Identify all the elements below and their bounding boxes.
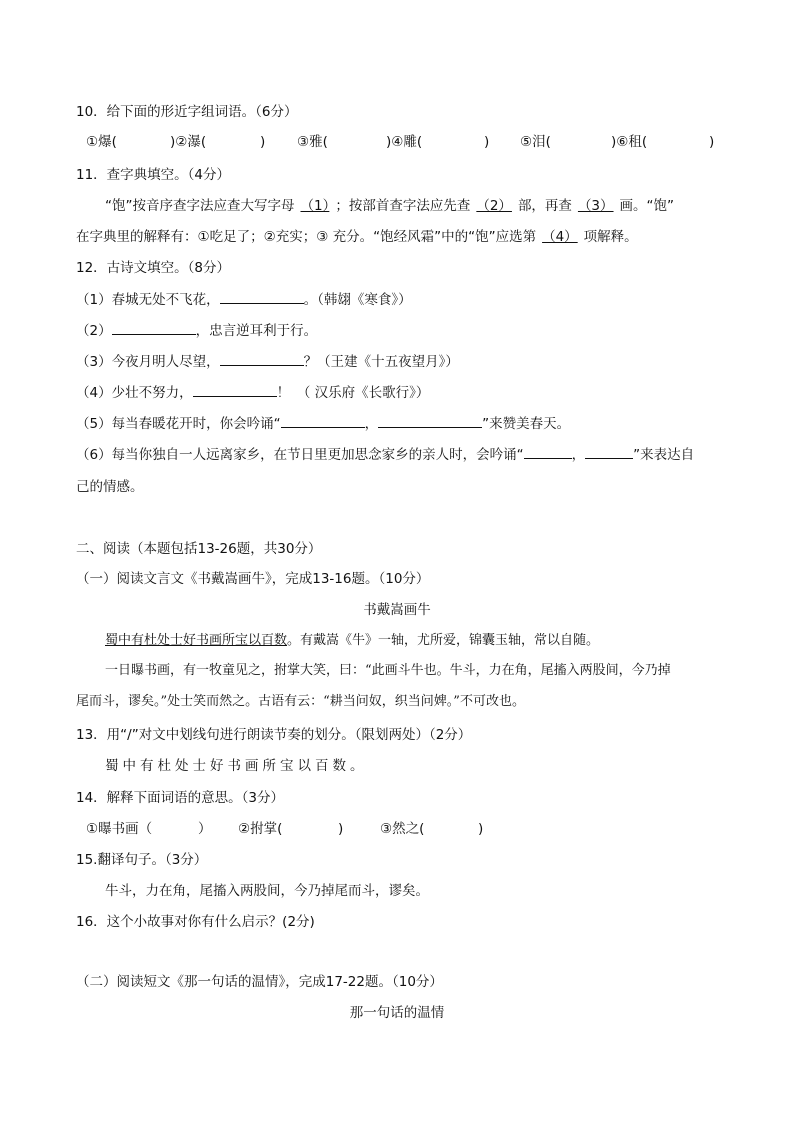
q12-text: （2） <box>76 323 112 339</box>
q12-text: 。（韩翃《寒食》） <box>303 292 412 308</box>
q15-sentence: 牛斗，力在角，尾搐入两股间，今乃掉尾而斗，谬矣。 <box>105 883 429 899</box>
answer-blank[interactable] <box>585 445 633 459</box>
q11-text: “饱”按音序查字法应查大写字母 <box>105 198 295 214</box>
q12-text: ， <box>364 416 379 432</box>
answer-blank[interactable] <box>220 352 304 366</box>
q12-line2 <box>76 321 317 340</box>
part2-title: （二）阅读短文《那一句话的温情》，完成17-22题。（10分） <box>76 974 443 990</box>
answer-blank[interactable] <box>112 321 196 335</box>
q12-text: ”来表达自 <box>633 447 695 463</box>
q14-item: ） <box>198 821 212 837</box>
underlined-sentence: 蜀中有杜处士好书画所宝以百数 <box>105 633 288 648</box>
q11-line2 <box>76 228 638 246</box>
q10-item: )⑥租( <box>611 134 648 150</box>
passage-title: 书戴嵩画牛 <box>363 602 431 618</box>
q11-line1 <box>105 197 674 215</box>
q10-item: ) <box>260 134 266 150</box>
q15-title: 15.翻译句子。（3分） <box>76 852 208 868</box>
part2-passage-title: 那一句话的温情 <box>349 1005 445 1021</box>
answer-blank[interactable] <box>220 290 304 304</box>
section-title: 二、阅读（本题包括13-26题，共30分） <box>76 541 322 557</box>
passage-paragraph-2-cont: 尾而斗，谬矣。”处士笑而然之。古语有云：“耕当问奴，织当问婢。”不可改也。 <box>76 694 525 709</box>
q11-blank-3[interactable]: （3） <box>577 198 614 214</box>
q12-text: （1）春城无处不飞花， <box>76 292 220 308</box>
q12-text: （6）每当你独自一人远离家乡，在节日里更加思念家乡的亲人时，会吟诵“ <box>76 447 524 463</box>
q10-item: ①爆( <box>86 134 117 150</box>
q11-title: 11．查字典填空。（4分） <box>76 167 231 183</box>
q12-line1 <box>76 290 412 309</box>
q14-item: ) <box>338 821 344 837</box>
q12-title: 12．古诗文填空。（8分） <box>76 260 231 276</box>
q11-text: 在字典里的解释有：①吃足了；②充实；③ 充分。“饱经风霜”中的“饱”应选第 <box>76 229 537 245</box>
answer-blank[interactable] <box>378 414 482 428</box>
q11-blank-1[interactable]: （1） <box>300 198 330 214</box>
passage-paragraph-2: 一日曝书画，有一牧童见之，拊掌大笑，曰：“此画斗牛也。牛斗，力在角，尾搐入两股间，今乃掉 <box>105 663 671 678</box>
q12-line7: 己的情感。 <box>76 479 144 495</box>
q11-blank-2[interactable]: （2） <box>476 198 512 214</box>
q14-item: ③然之( <box>380 821 425 837</box>
q12-text: ”来赞美春天。 <box>482 416 571 432</box>
q12-text: （5）每当春暖花开时，你会吟诵“ <box>76 416 281 432</box>
q12-text: ，忠言逆耳利于行。 <box>195 323 318 339</box>
q10-item: ) <box>484 134 490 150</box>
q11-blank-4[interactable]: （4） <box>542 229 578 245</box>
q12-line5 <box>76 414 570 433</box>
q14-title: 14．解释下面词语的意思。（3分） <box>76 790 285 806</box>
q12-text: （3）今夜月明人尽望， <box>76 354 220 370</box>
q12-line4 <box>76 383 429 402</box>
q12-text: ， <box>571 447 586 463</box>
q10-item: ⑤泪( <box>520 134 551 150</box>
q16-title: 16．这个小故事对你有什么启示？(2分) <box>76 914 315 930</box>
answer-blank[interactable] <box>524 445 572 459</box>
q12-text: （4）少壮不努力， <box>76 385 193 401</box>
q10-item: ③雅( <box>297 134 328 150</box>
q11-text: ；按部首查字法应先查 <box>335 198 471 214</box>
q12-text: ！ （ 汉乐府《长歌行》） <box>276 385 430 401</box>
passage-text: 。有戴嵩《牛》一轴，尤所爱，锦囊玉轴，常以自随。 <box>287 633 600 648</box>
q10-item: )②瀑( <box>170 134 207 150</box>
q11-text: 部，再查 <box>517 198 572 214</box>
q10-item: ) <box>709 134 715 150</box>
answer-blank[interactable] <box>281 414 365 428</box>
q10-title: 10．给下面的形近字组词语。（6分） <box>76 104 298 120</box>
q13-title: 13．用“/”对文中划线句进行朗读节奏的划分。（限划两处）（2分） <box>76 727 472 743</box>
q14-item: ②拊掌( <box>238 821 283 837</box>
part1-title: （一）阅读文言文《书戴嵩画牛》，完成13-16题。（10分） <box>76 571 430 587</box>
q14-item: ) <box>478 821 484 837</box>
q14-item: ①曝书画（ <box>86 821 153 837</box>
answer-blank[interactable] <box>193 383 277 397</box>
q10-item: )④雕( <box>386 134 423 150</box>
q12-text: ？（王建《十五夜望月》） <box>303 354 459 370</box>
passage-paragraph-1 <box>105 632 599 650</box>
q12-line3 <box>76 352 459 371</box>
q13-sentence: 蜀中有杜处士好书画所宝以百数。 <box>105 758 368 774</box>
q11-text: 项解释。 <box>583 229 638 245</box>
q12-line6 <box>76 445 694 464</box>
q11-text: 画。“饱” <box>619 198 675 214</box>
